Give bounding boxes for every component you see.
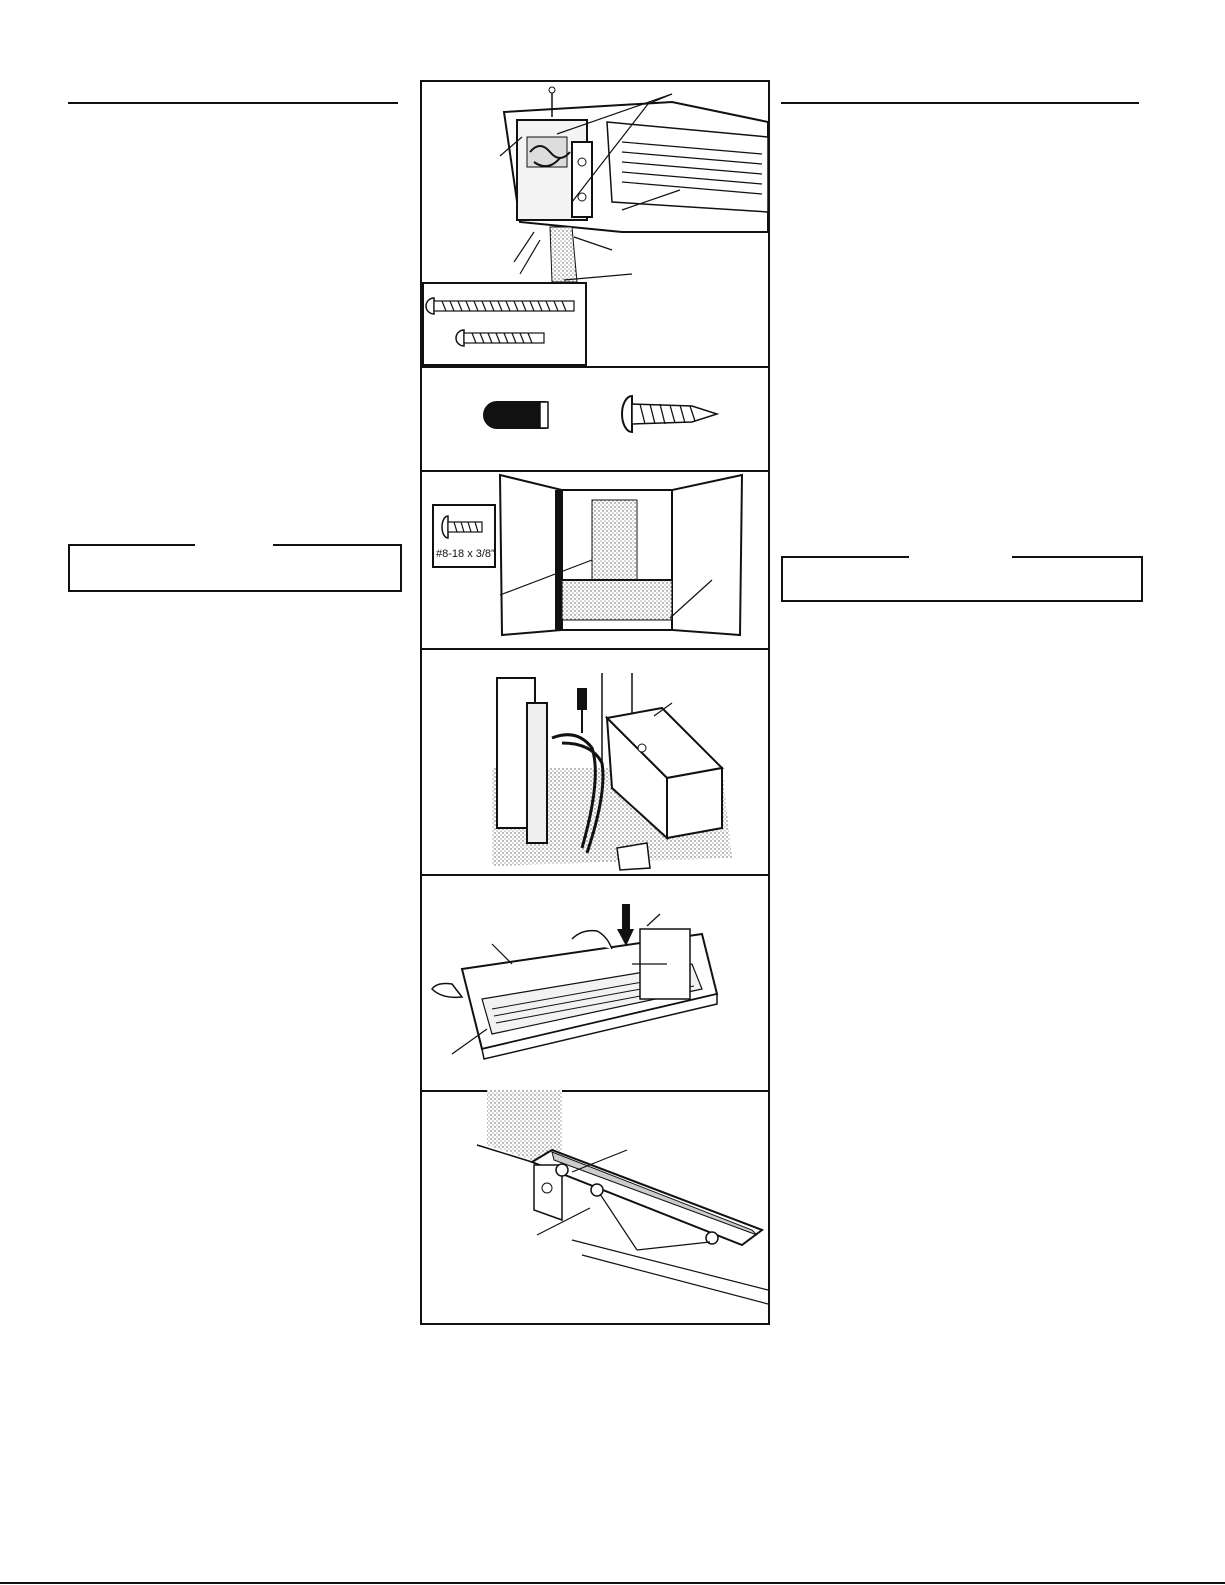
mounting-screw-icon: [426, 298, 574, 314]
right-notice-box: [781, 556, 1143, 602]
filter-installation-illustration: [422, 874, 768, 1090]
plastic-cap-icon: [484, 402, 548, 428]
cap-and-screw-illustration: [422, 366, 768, 470]
fan-rail-illustration: [422, 1090, 768, 1323]
screw-size-inset: [422, 282, 587, 366]
small-screw-icon: [434, 506, 494, 546]
sheet-metal-screw-icon: [622, 396, 717, 432]
figure-filter-installation: [422, 874, 768, 1092]
figure-wiring-junction: [422, 82, 768, 368]
figure-fan-rail: [422, 1090, 768, 1323]
figure-duct-connection: [422, 648, 768, 876]
left-heading-rule: [68, 102, 398, 104]
duct-connection-illustration: [422, 648, 768, 874]
figure-cap-and-screw: [422, 366, 768, 472]
left-notice-title-gap: [195, 542, 273, 548]
figure-cabinet-interior: [422, 470, 768, 650]
figure-column: [420, 80, 770, 1325]
right-notice-title-gap: [909, 554, 1012, 560]
mounting-screw-icons: [424, 284, 585, 364]
page-bottom-rule: [0, 1582, 1225, 1584]
left-notice-box: [68, 544, 402, 592]
screw-spec-label: #8-18 x 3/8”: [436, 548, 495, 560]
short-mounting-screw-icon: [456, 330, 544, 346]
screw-spec-inset: [432, 504, 496, 568]
right-heading-rule: [781, 102, 1139, 104]
